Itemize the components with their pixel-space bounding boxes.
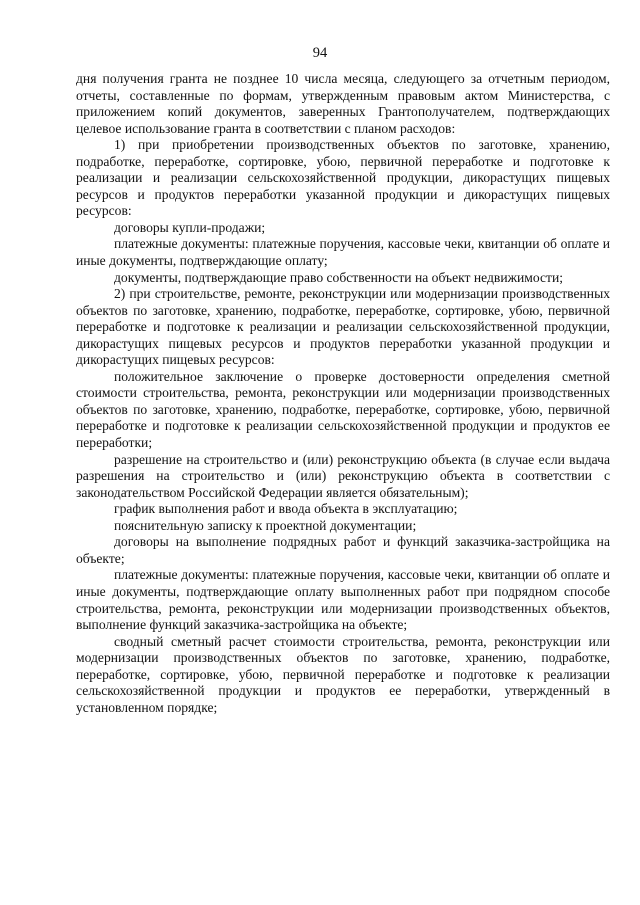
paragraph-ownership-documents: документы, подтверждающие право собственности на объект недвижимости; (114, 269, 564, 285)
paragraph-positive-conclusion: положительное заключение о проверке достоверности определения сметной стоимости строительства, ремонта, реконструкции или модернизации производственных объектов по заготовке, хранению, подработке, переработке, сортировке, убою, первичной переработке и подготовке к реализации сельскохозяйственной продукции и продуктов ее переработки; (76, 368, 610, 451)
paragraph-contractor-agreements: договоры на выполнение подрядных работ и функций заказчика-застройщика на объекте; (76, 534, 610, 566)
paragraph-explanatory-note: пояснительную записку к проектной документации; (114, 517, 417, 533)
page-number: 94 (312, 45, 328, 61)
paragraph-item-1-acquisition: 1) при приобретении производственных объектов по заготовке, хранению, подработке, переработке, сортировке, убою, первичной переработке и подготовке к реализации и реализации сельскохозяйственной продукции, дикорастущих пищевых ресурсов и продуктов переработки указанной продукции и дикорастущих пищевых ресурсов: (76, 137, 610, 219)
paragraph-construction-permit: разрешение на строительство и (или) реконструкцию объекта (в случае если выдача разрешения на строительство и (или) реконструкцию объекта в соответствии с законодательством Российской Федерации является обязательным); (76, 451, 610, 500)
paragraph-work-schedule: график выполнения работ и ввода объекта в эксплуатацию; (114, 501, 458, 517)
paragraph-payment-documents: платежные документы: платежные поручения, кассовые чеки, квитанции об оплате и иные документы, подтверждающие оплату; (76, 236, 610, 269)
paragraph-item-2-construction: 2) при строительстве, ремонте, реконструкции или модернизации производственных объектов по заготовке, хранению, подработке, переработке, сортировке, убою, первичной переработке и подготовке к реализации и реализации сельскохозяйственной продукции, дикорастущих пищевых ресурсов и продуктов переработки указанной продукции и дикорастущих пищевых ресурсов: (76, 286, 610, 368)
document-body (76, 71, 610, 716)
paragraph-intro: дня получения гранта не позднее 10 числа месяца, следующего за отчетным периодом, отчеты, составленные по формам, утвержденным правовым актом Министерства, с приложением копий документов, заверенных Грантополучателем, подтверждающих целевое использование гранта в соответствии с планом расходов: (76, 71, 610, 136)
paragraph-summary-estimate: сводный сметный расчет стоимости строительства, ремонта, реконструкции или модернизации производственных объектов по заготовке, хранению, подработке, переработке, сортировке, убою, первичной переработке и подготовке к реализации сельскохозяйственной продукции и продуктов ее переработки, утвержденный в установленном порядке; (76, 633, 610, 715)
paragraph-payment-documents-works: платежные документы: платежные поручения, кассовые чеки, квитанции об оплате и иные документы, подтверждающие оплату выполненных работ при подрядном способе строительства, ремонта, реконструкции или модернизации производственных объектов, выполнение функций заказчика-застройщика на объекте; (76, 567, 610, 633)
paragraph-sale-contracts: договоры купли-продажи; (114, 219, 266, 235)
